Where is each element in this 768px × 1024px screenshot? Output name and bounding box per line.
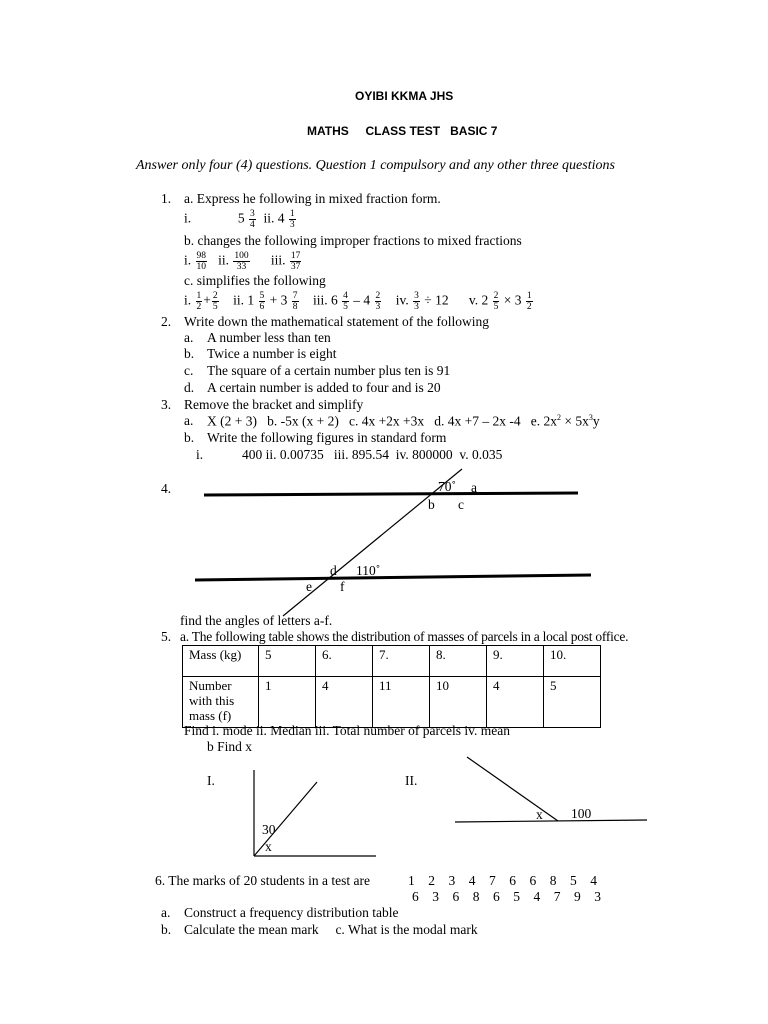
- slant-line: [467, 757, 558, 821]
- q3-a-text: X (2 + 3) b. -5x (x + 2) c. 4x +2x +3x d. 4x +7 – 2x -4 e. 2x: [207, 413, 558, 429]
- exponent: 3: [588, 413, 593, 422]
- operator: × 3: [503, 292, 522, 308]
- q3-b-text: Write the following figures in standard form: [207, 430, 447, 445]
- q3-text: Remove the bracket and simplify: [184, 397, 364, 412]
- fraction: $\frac{2}{5}$: [493, 291, 499, 312]
- label-b: b: [428, 497, 435, 512]
- table-cell: 10: [430, 677, 487, 728]
- fraction: $\frac{17}{37}$: [290, 251, 301, 272]
- q1-number: 1.: [161, 191, 172, 206]
- fig1-angle-30: 30: [262, 822, 276, 837]
- operator: – 4: [353, 292, 371, 308]
- fraction: $\frac{2}{5}$: [212, 291, 218, 312]
- table-cell: 5: [259, 646, 316, 677]
- instructions: Answer only four (4) questions. Question 1 compulsory and any other three questions: [136, 158, 615, 173]
- q6-b-text: Calculate the mean mark c. What is the modal mark: [184, 922, 478, 937]
- q5-text: a. The following table shows the distribution of masses of parcels in a local post office.: [180, 629, 629, 644]
- q1-b-text: b. changes the following improper fractions to mixed fractions: [184, 233, 522, 248]
- q1-a-ii-label: ii. 4: [263, 210, 285, 226]
- fraction: $\frac{100}{33}$: [234, 251, 249, 272]
- table-cell: 10.: [544, 646, 601, 677]
- operator: ÷ 12: [424, 292, 449, 308]
- fraction: $\frac{1}{3}$: [289, 209, 295, 230]
- table-cell: 11: [373, 677, 430, 728]
- q4-number: 4.: [161, 481, 172, 496]
- q2-item-b: Twice a number is eight: [207, 346, 337, 361]
- q6-b-label: b.: [161, 922, 172, 937]
- table-cell: 9.: [487, 646, 544, 677]
- fraction: $\frac{4}{5}$: [343, 291, 348, 312]
- q1-c-i-label: i.: [184, 292, 192, 308]
- table-cell: 4: [316, 677, 373, 728]
- fraction: $\frac{7}{8}$: [292, 291, 298, 312]
- figure-2-label: II.: [405, 773, 418, 788]
- fraction: $\frac{3}{3}$: [414, 291, 419, 312]
- label-d: d: [330, 563, 337, 578]
- table-header-cell: Number with this mass (f): [183, 677, 259, 728]
- q3-b-i-label: i.: [196, 447, 204, 462]
- exponent: 2: [557, 413, 562, 422]
- angle-110-label: 110˚: [356, 563, 381, 578]
- fig1-x-label: x: [265, 839, 272, 854]
- fraction: $\frac{1}{2}$: [196, 291, 202, 312]
- q1-a-text: a. Express he following in mixed fraction form.: [184, 191, 441, 206]
- marks-row-2: 6 3 6 8 6 5 4 7 9 3: [412, 889, 601, 904]
- q2-item-d: A certain number is added to four and is 20: [207, 380, 441, 395]
- table-cell: 6.: [316, 646, 373, 677]
- label-c: c: [458, 497, 464, 512]
- q6-a-label: a.: [161, 905, 171, 920]
- figure-1-label: I.: [207, 773, 215, 788]
- table-cell: 1: [259, 677, 316, 728]
- q2-number: 2.: [161, 314, 172, 329]
- q1-a-i-label: i.: [184, 210, 192, 226]
- q1-c-ii-label: ii. 1: [233, 292, 255, 308]
- q5-number: 5.: [161, 629, 172, 644]
- q2-text: Write down the mathematical statement of the following: [184, 314, 489, 329]
- q1-b-i-label: i.: [184, 252, 192, 268]
- q4-caption: find the angles of letters a-f.: [180, 613, 333, 628]
- q2-item-a-label: a.: [184, 330, 194, 345]
- q1-b-ii-label: ii.: [218, 252, 230, 268]
- marks-row-1: 1 2 3 4 7 6 6 8 5 4: [408, 873, 597, 888]
- q1-a-i-whole: 5: [237, 210, 245, 226]
- test-title: MATHS CLASS TEST BASIC 7: [307, 124, 498, 138]
- fraction: $\frac{2}{3}$: [375, 291, 381, 312]
- q1-c-iv-label: iv.: [395, 292, 409, 308]
- fraction: $\frac{5}{6}$: [259, 291, 265, 312]
- label-f: f: [340, 579, 345, 594]
- q3-b-figures: 400 ii. 0.00735 iii. 895.54 iv. 800000 v. 0.035: [242, 447, 503, 462]
- q6-a-text: Construct a frequency distribution table: [184, 905, 399, 920]
- q2-item-b-label: b.: [184, 346, 195, 361]
- q1-c-v-label: v. 2: [468, 292, 489, 308]
- q2-item-a: A number less than ten: [207, 330, 331, 345]
- q1-c-text: c. simplifies the following: [184, 273, 326, 288]
- q5-b-text: b Find x: [207, 739, 253, 754]
- fraction: $\frac{3}{4}$: [250, 209, 255, 230]
- q1-b-iii-label: iii.: [270, 252, 286, 268]
- q3-a-end: y: [592, 413, 600, 429]
- table-cell: 5: [544, 677, 601, 728]
- q3-a-mid: × 5x: [561, 413, 589, 429]
- straight-line: [455, 820, 647, 822]
- table-header-cell: Mass (kg): [183, 646, 259, 677]
- table-cell: 8.: [430, 646, 487, 677]
- label-a: a: [471, 480, 477, 495]
- fig2-x-label: x: [536, 807, 543, 822]
- label-e: e: [306, 579, 312, 594]
- q3-number: 3.: [161, 397, 172, 412]
- operator: +: [203, 292, 211, 308]
- q2-item-c: The square of a certain number plus ten is 91: [207, 363, 451, 378]
- fraction: $\frac{98}{10}$: [196, 251, 207, 272]
- q3-b-label: b.: [184, 430, 195, 445]
- q1-c-iii-label: iii. 6: [313, 292, 338, 308]
- q2-item-c-label: c.: [184, 363, 194, 378]
- operator: + 3: [269, 292, 288, 308]
- angle-70-label: 70˚: [438, 479, 456, 494]
- q6-text: 6. The marks of 20 students in a test are: [155, 873, 370, 888]
- q5-find-text: Find i. mode ii. Median iii. Total number of parcels iv. mean: [184, 723, 510, 738]
- fig2-angle-100: 100: [571, 806, 592, 821]
- school-name: OYIBI KKMA JHS: [355, 89, 454, 103]
- table-cell: 7.: [373, 646, 430, 677]
- fraction: $\frac{1}{2}$: [526, 291, 532, 312]
- table-cell: 4: [487, 677, 544, 728]
- q3-a-label: a.: [184, 413, 194, 428]
- q2-item-d-label: d.: [184, 380, 195, 395]
